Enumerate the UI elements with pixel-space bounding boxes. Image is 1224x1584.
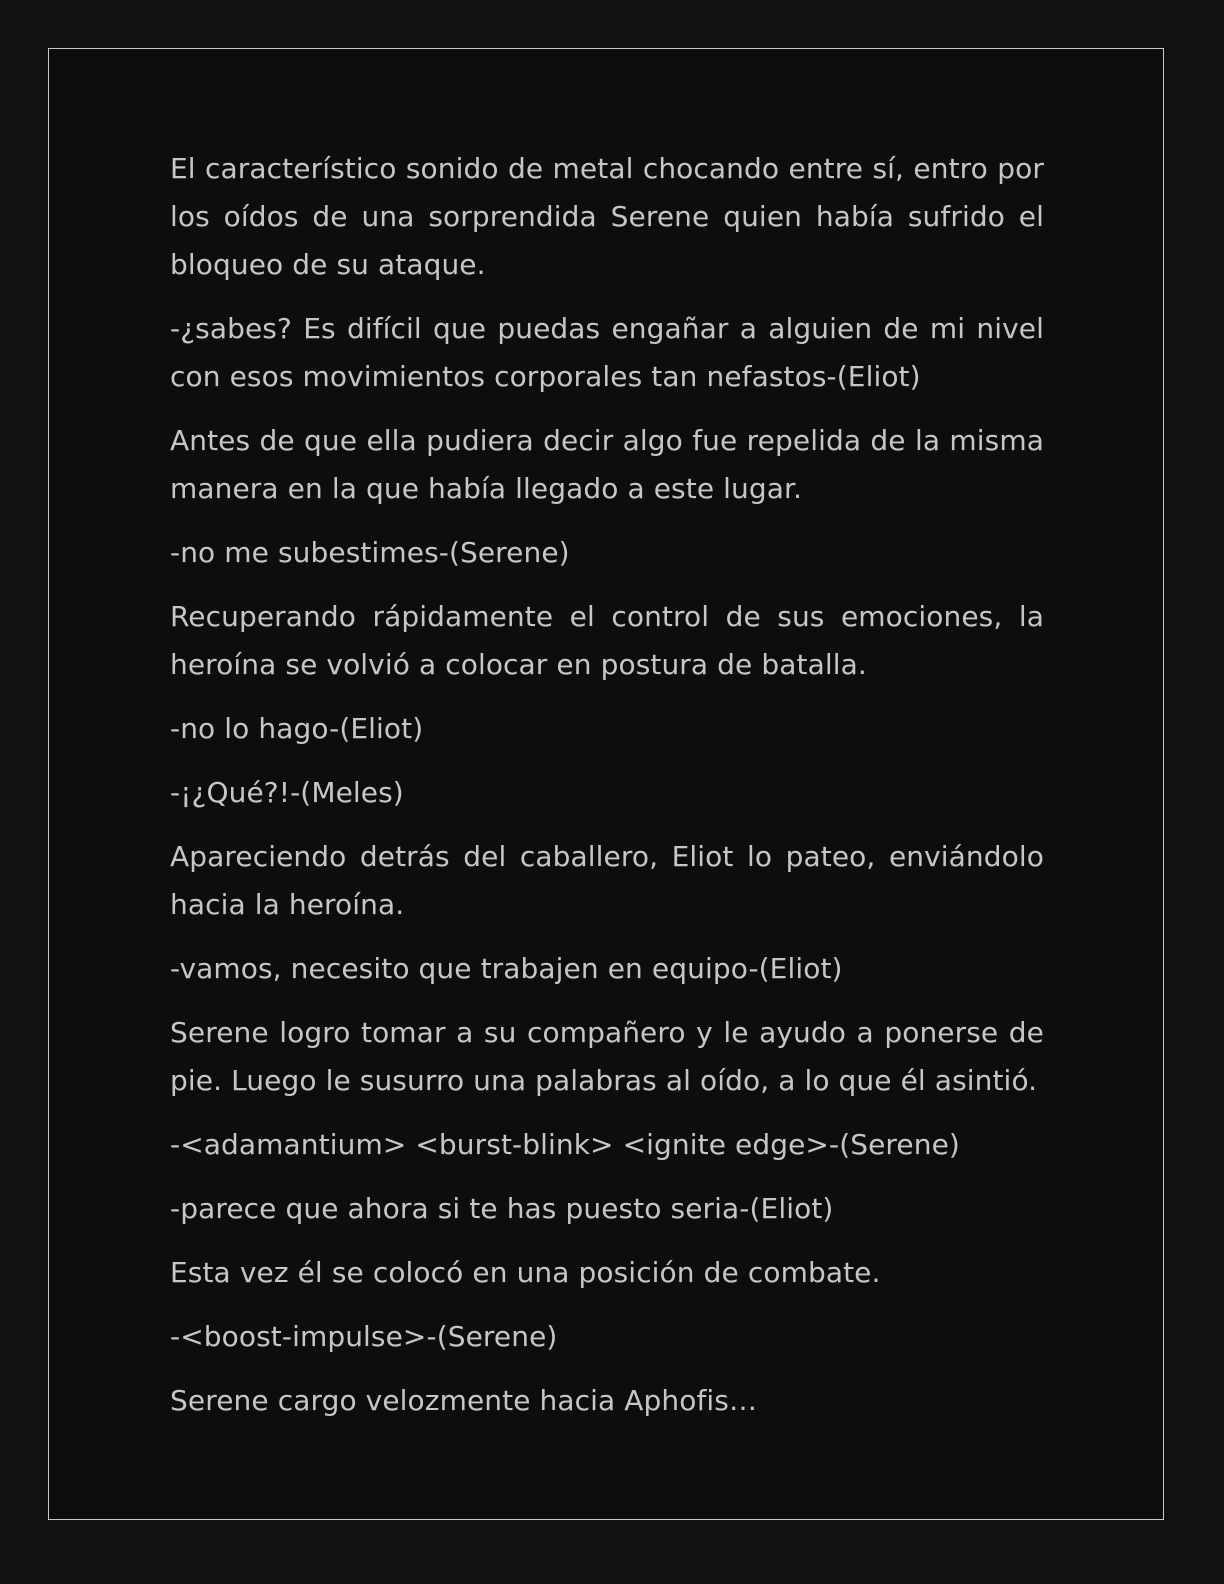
story-text: [170, 145, 1044, 1441]
paragraph-7: -¡¿Qué?!-(Meles): [170, 776, 404, 809]
paragraph-13: Esta vez él se colocó en una posición de combate.: [170, 1256, 881, 1289]
paragraph-11: -<adamantium> <burst-blink> <ignite edge>-(Serene): [170, 1128, 960, 1161]
paragraph-10: Serene logro tomar a su compañero y le ayudo a ponerse de pie. Luego le susurro una palabras al oído, a lo que él asintió.: [170, 1016, 1044, 1097]
paragraph-12: -parece que ahora si te has puesto seria-(Eliot): [170, 1192, 834, 1225]
paragraph-8: Apareciendo detrás del caballero, Eliot lo pateo, enviándolo hacia la heroína.: [170, 840, 1044, 921]
paragraph-6: -no lo hago-(Eliot): [170, 712, 424, 745]
paragraph-9: -vamos, necesito que trabajen en equipo-(Eliot): [170, 952, 843, 985]
paragraph-5: Recuperando rápidamente el control de sus emociones, la heroína se volvió a colocar en postura de batalla.: [170, 600, 1044, 681]
page-frame: [48, 48, 1164, 1520]
paragraph-1: El característico sonido de metal chocando entre sí, entro por los oídos de una sorprendida Serene quien había sufrido el bloqueo de su ataque.: [170, 152, 1044, 281]
paragraph-2: -¿sabes? Es difícil que puedas engañar a alguien de mi nivel con esos movimientos corporales tan nefastos-(Eliot): [170, 312, 1044, 393]
paragraph-4: -no me subestimes-(Serene): [170, 536, 570, 569]
paragraph-14: -<boost-impulse>-(Serene): [170, 1320, 558, 1353]
paragraph-3: Antes de que ella pudiera decir algo fue repelida de la misma manera en la que había llegado a este lugar.: [170, 424, 1044, 505]
paragraph-15: Serene cargo velozmente hacia Aphofis…: [170, 1384, 758, 1417]
